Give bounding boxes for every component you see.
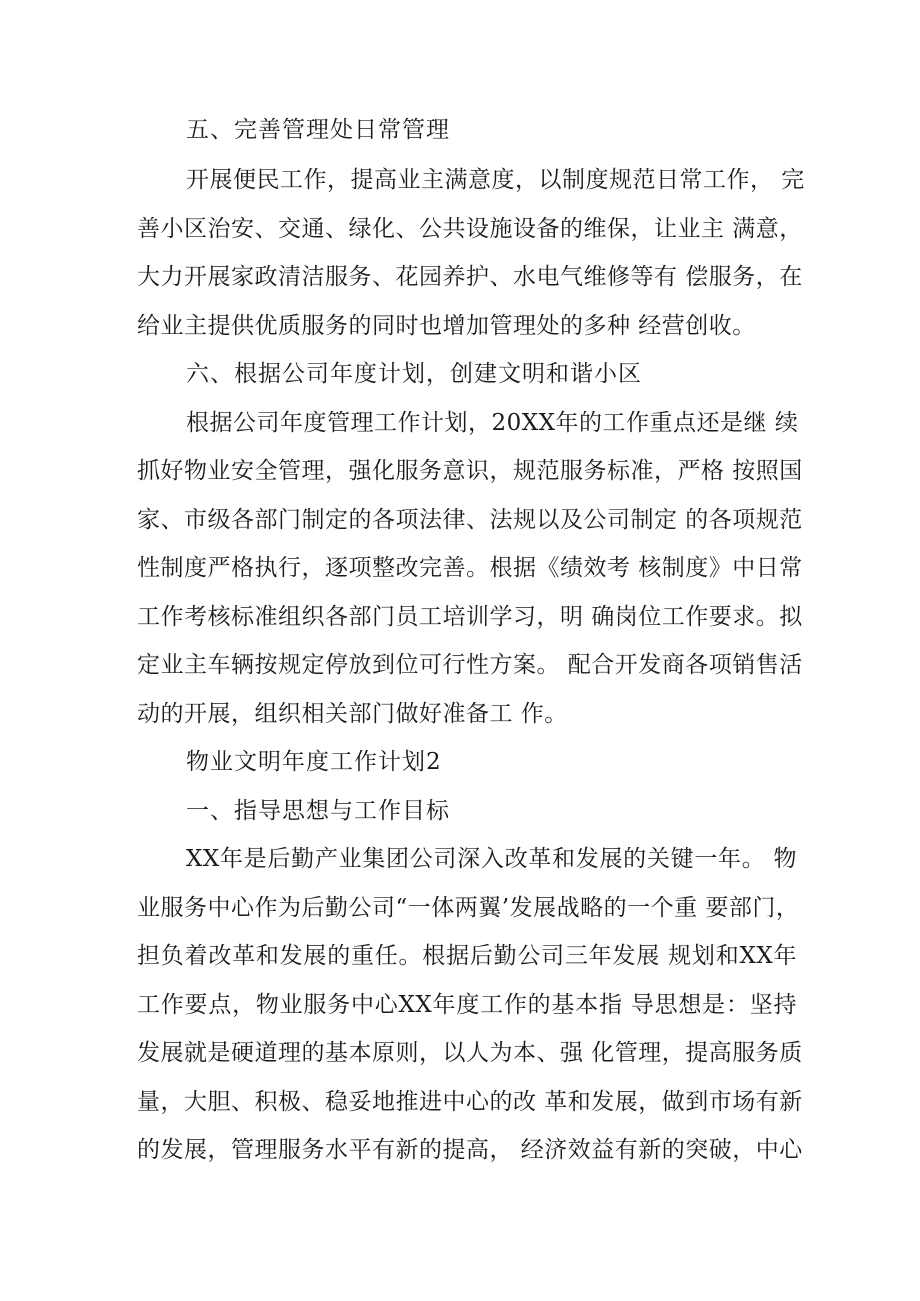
plan-title: 物业文明年度工作计划2	[186, 749, 442, 775]
paragraph-line: 性制度严格执行，逐项整改完善。根据《绩效考 核制度》中日常	[137, 555, 803, 581]
paragraph-line: XX年是后勤产业集团公司深入改革和发展的关键一年。 物	[186, 846, 797, 872]
paragraph-line: 工作考核标准组织各部门员工培训学习，明 确岗位工作要求。拟	[137, 604, 803, 630]
section-heading: 五、完善管理处日常管理	[186, 117, 450, 143]
paragraph-line: 发展就是硬道理的基本原则，以人为本、强 化管理，提高服务质	[137, 1040, 803, 1066]
paragraph-line: 动的开展，组织相关部门做好准备工 作。	[137, 701, 568, 727]
paragraph-line: 工作要点，物业服务中心XX年度工作的基本指 导思想是：坚持	[137, 992, 797, 1018]
section-heading: 一、指导思想与工作目标	[186, 798, 450, 824]
section-heading: 六、根据公司年度计划，创建文明和谐小区	[186, 361, 642, 387]
paragraph-line: 量，大胆、积极、稳妥地推进中心的改 革和发展，做到市场有新	[137, 1089, 803, 1115]
paragraph-line: 根据公司年度管理工作计划，20XX年的工作重点还是继 续	[186, 410, 799, 436]
paragraph-line: 开展便民工作，提高业主满意度，以制度规范日常工作， 完	[186, 167, 805, 193]
paragraph-line: 业服务中心作为后勤公司“一体两翼’发展战略的一个重 要部门，	[137, 895, 800, 921]
paragraph-line: 的发展，管理服务水平有新的提高， 经济效益有新的突破，中心	[137, 1137, 803, 1163]
paragraph-line: 抓好物业安全管理，强化服务意识，规范服务标准，严格 按照国	[137, 458, 803, 484]
paragraph-line: 大力开展家政清洁服务、花园养护、水电气维修等有 偿服务，在	[137, 264, 803, 290]
paragraph-line: 定业主车辆按规定停放到位可行性方案。 配合开发商各项销售活	[137, 652, 803, 678]
paragraph-line: 担负着改革和发展的重任。根据后勤公司三年发展 规划和XX年	[137, 943, 797, 969]
paragraph-line: 善小区治安、交通、绿化、公共设施设备的维保，让业主 满意，	[137, 216, 803, 242]
paragraph-line: 给业主提供优质服务的同时也增加管理处的多种 经营创收。	[137, 313, 756, 339]
paragraph-line: 家、市级各部门制定的各项法律、法规以及公司制定 的各项规范	[137, 507, 803, 533]
